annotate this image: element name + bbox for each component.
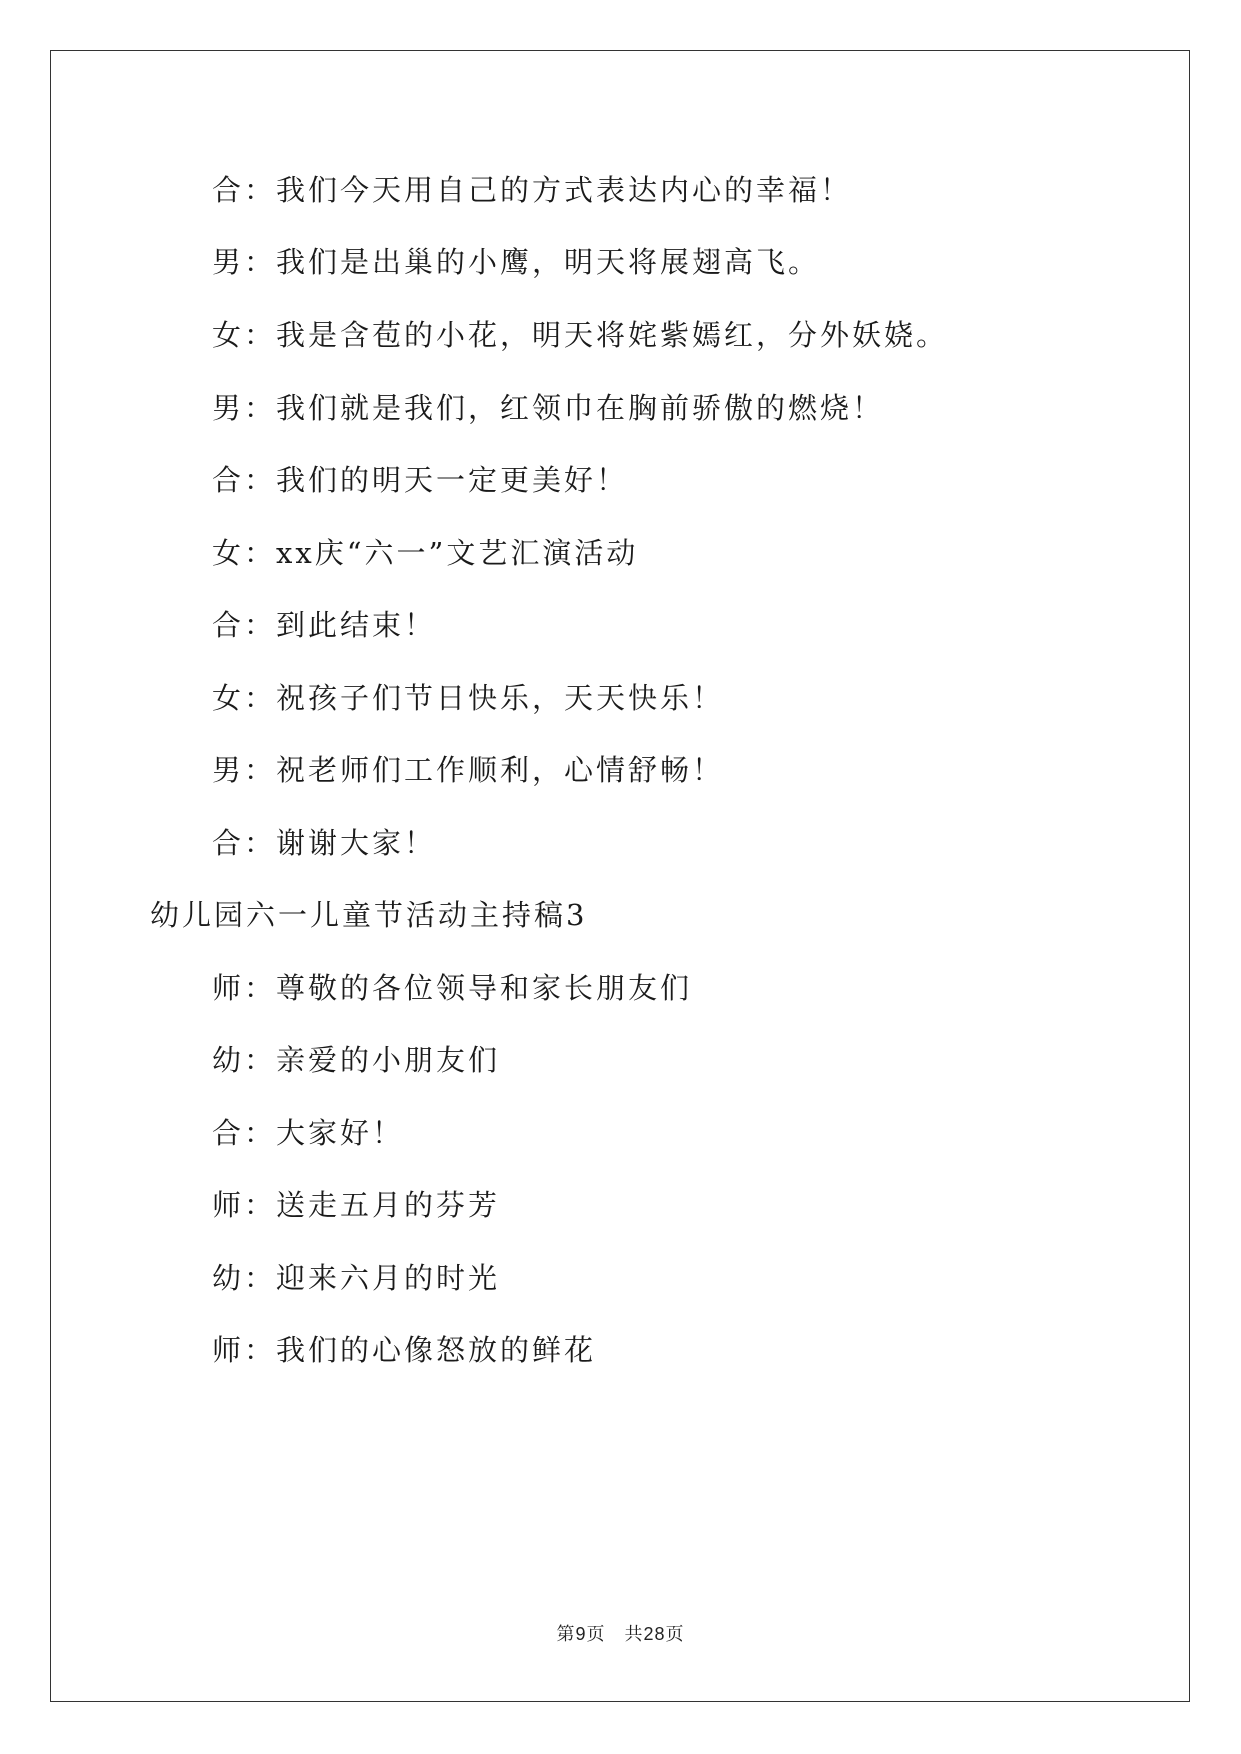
total-page-count: 28 (643, 1624, 666, 1644)
page-frame (50, 50, 1190, 1702)
dialogue-line: 男：我们就是我们，红领巾在胸前骄傲的燃烧！ (212, 391, 885, 425)
current-page-number: 9 (575, 1624, 587, 1644)
dialogue-line: 合：到此结束！ (212, 608, 437, 642)
dialogue-line: 合：谢谢大家！ (212, 826, 437, 860)
dialogue-line: 师：我们的心像怒放的鲜花 (212, 1333, 597, 1367)
dialogue-line: 女：祝孩子们节日快乐，天天快乐！ (212, 681, 725, 715)
dialogue-line: 女：xx庆“六一”文艺汇演活动 (212, 536, 639, 570)
dialogue-line: 男：我们是出巢的小鹰，明天将展翅高飞。 (212, 245, 821, 279)
page-footer (0, 1620, 1241, 1646)
footer-suffix: 页 (665, 1624, 685, 1645)
footer-prefix: 第 (556, 1624, 576, 1645)
footer-middle: 页 共 (586, 1624, 644, 1645)
dialogue-line: 合：我们的明天一定更美好！ (212, 463, 629, 497)
dialogue-line: 男：祝老师们工作顺利，心情舒畅！ (212, 753, 725, 787)
dialogue-line: 女：我是含苞的小花，明天将姹紫嫣红，分外妖娆。 (212, 318, 949, 352)
dialogue-line: 合：我们今天用自己的方式表达内心的幸福！ (212, 173, 853, 207)
section-heading: 幼儿园六一儿童节活动主持稿3 (150, 898, 588, 932)
dialogue-line: 幼：亲爱的小朋友们 (212, 1043, 501, 1077)
dialogue-line: 合：大家好！ (212, 1116, 405, 1150)
dialogue-line: 幼：迎来六月的时光 (212, 1261, 501, 1295)
dialogue-line: 师：送走五月的芬芳 (212, 1188, 501, 1222)
dialogue-line: 师：尊敬的各位领导和家长朋友们 (212, 971, 693, 1005)
